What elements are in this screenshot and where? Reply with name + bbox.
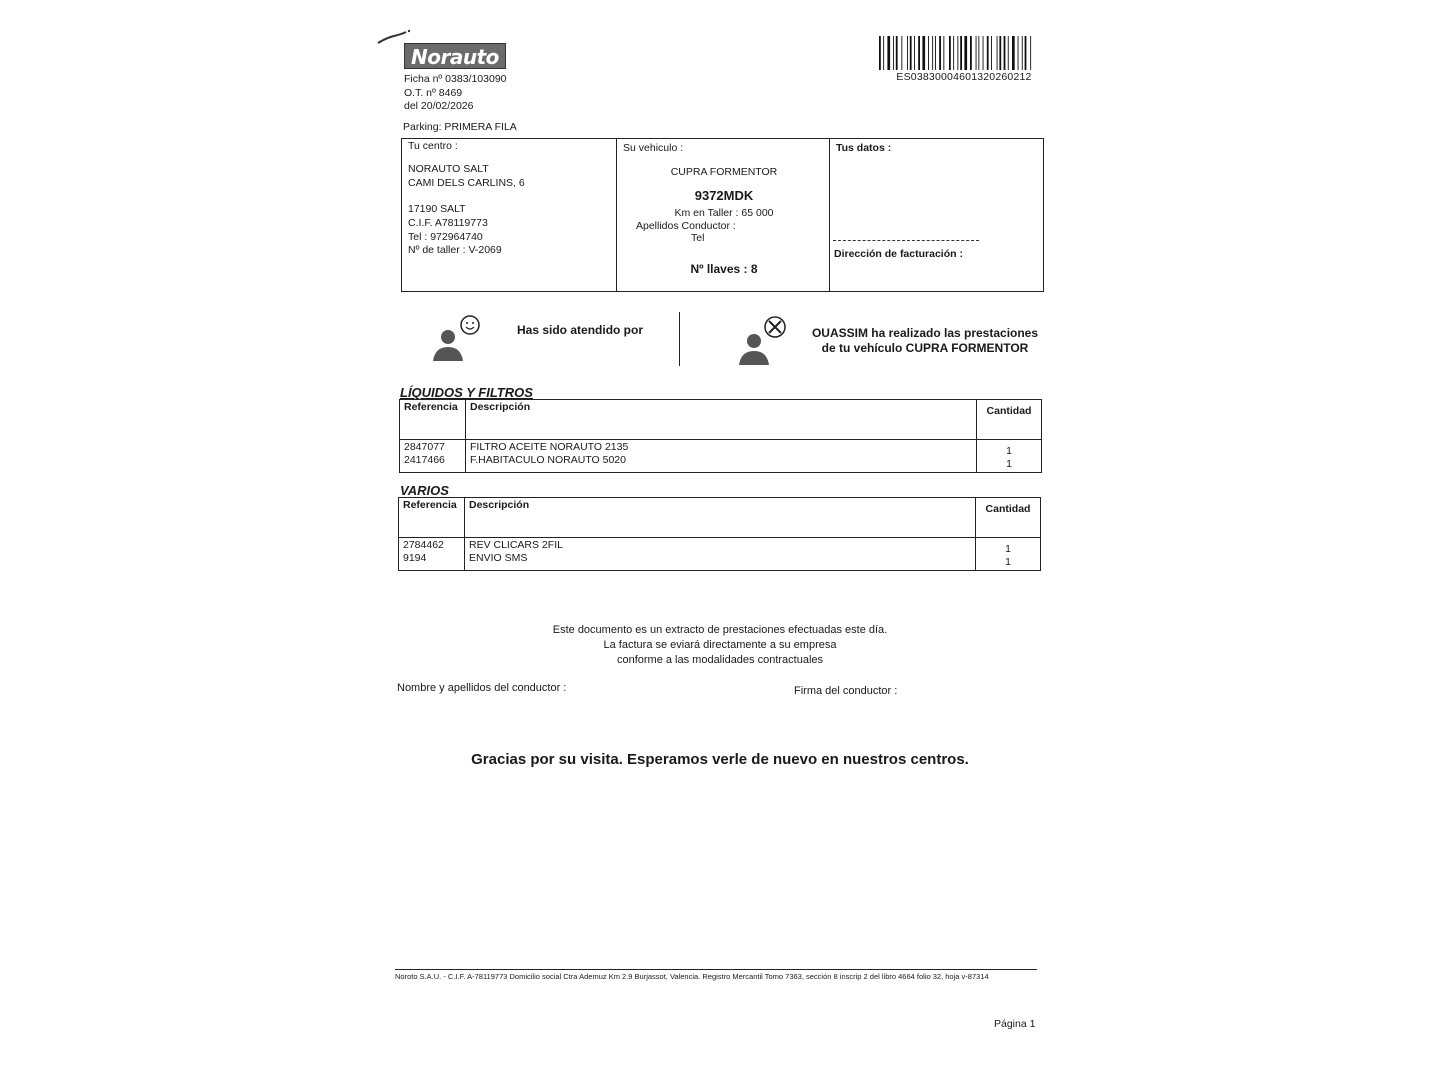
page-number: Página 1 [994,1018,1036,1030]
qty-value: 1 [1006,445,1012,457]
driver-name-label: Nombre y apellidos del conductor : [397,682,567,694]
prestaciones-text [810,326,1040,356]
notice-line-3: conforme a las modalidades contractuales [616,654,824,666]
notice-line-1: Este documento es un extracto de prestaciones efectuadas este día. [552,624,888,636]
vehiculo-apellidos: Apellidos Conductor : [636,220,736,232]
column-divider [616,139,617,291]
notice-line-2: La factura se eviará directamente a su empresa [603,639,837,651]
vehiculo-heading: Su vehiculo : [623,142,684,154]
qty-value: 1 [1005,543,1011,555]
vehiculo-plate: 9372MDK [694,188,754,203]
qty-cell [976,538,1041,571]
liquidos-section-title: LÍQUIDOS Y FILTROS [400,385,533,400]
varios-table [398,497,1041,571]
col-cantidad: Cantidad [976,498,1041,538]
atendido-text: Has sido atendido por [517,323,644,337]
ficha-number: Ficha nº 0383/103090 [404,73,507,85]
ref-value: 2417466 [404,454,445,466]
desc-cell [466,440,977,473]
ot-number: O.T. nº 8469 [404,87,463,99]
centro-taller: Nº de taller : V-2069 [408,244,502,256]
varios-section-title: VARIOS [400,483,449,498]
desc-value: F.HABITACULO NORAUTO 5020 [470,454,626,466]
barcode-number: ES03830004601320260212 [896,71,1032,83]
table-header-row [399,498,1041,538]
prestaciones-line-2: de tu vehículo CUPRA FORMENTOR [821,341,1029,355]
ref-cell [399,538,465,571]
table-body-row [399,538,1041,571]
ref-cell [400,440,466,473]
ref-value: 2847077 [404,441,445,453]
col-referencia: Referencia [399,498,465,538]
table-header-row [400,400,1042,440]
desc-cell [465,538,976,571]
qty-value: 1 [1006,458,1012,470]
footer-rule [395,969,1037,970]
centro-phone [408,231,483,244]
col-descripcion: Descripción [465,498,976,538]
phone-value: 972964740 [430,231,483,243]
datos-heading: Tus datos : [836,142,892,154]
section-divider [679,312,680,366]
mechanic-person-icon [737,315,787,371]
col-referencia: Referencia [400,400,466,440]
col-descripcion: Descripción [466,400,977,440]
signature-dashed-line [833,240,979,241]
footer-legal-text: Noroto S.A.U. - C.I.F. A-78119773 Domicilio social Ctra Ademuz Km 2.9 Burjassot, Valencia. Registro Mercantil Tomo 7363, sección 8 inscrip 2 del libro 4664 folio 32, hoja v-87314 [395,972,989,981]
table-body-row [400,440,1042,473]
prestaciones-line-1: OUASSIM ha realizado las prestaciones [811,326,1039,340]
info-box [401,138,1044,292]
centro-address: CAMI DELS CARLINS, 6 [408,177,525,189]
col-cantidad: Cantidad [977,400,1042,440]
desc-value: ENVIO SMS [469,552,528,564]
parking-info: Parking: PRIMERA FILA [403,121,517,133]
centro-name: NORAUTO SALT [408,163,489,175]
qty-cell [977,440,1042,473]
ref-value: 9194 [403,552,427,564]
ref-value: 2784462 [403,539,444,551]
desc-value: FILTRO ACEITE NORAUTO 2135 [470,441,629,453]
phone-label: Tel : [408,231,431,243]
vehiculo-km: Km en Taller : 65 000 [674,207,774,219]
vehiculo-model: CUPRA FORMENTOR [670,166,778,178]
desc-value: REV CLICARS 2FIL [469,539,563,551]
centro-cif: C.I.F. A78119773 [408,217,488,229]
driver-signature-label: Firma del conductor : [794,685,898,697]
document-date: del 20/02/2026 [404,100,474,112]
smiling-person-icon [431,313,481,369]
thanks-message: Gracias por su visita. Esperamos verle de nuevo en nuestros centros. [471,751,969,768]
vehiculo-tel: Tel [691,232,705,244]
vehiculo-llaves: Nº llaves : 8 [690,262,758,276]
centro-city: 17190 SALT [408,203,466,215]
facturacion-label: Dirección de facturación : [834,248,963,260]
liquidos-table [399,399,1042,473]
norauto-logo: Norauto [404,43,506,69]
centro-heading: Tu centro : [408,140,458,152]
barcode [879,36,1047,70]
notice-block [470,623,970,668]
qty-value: 1 [1005,556,1011,568]
